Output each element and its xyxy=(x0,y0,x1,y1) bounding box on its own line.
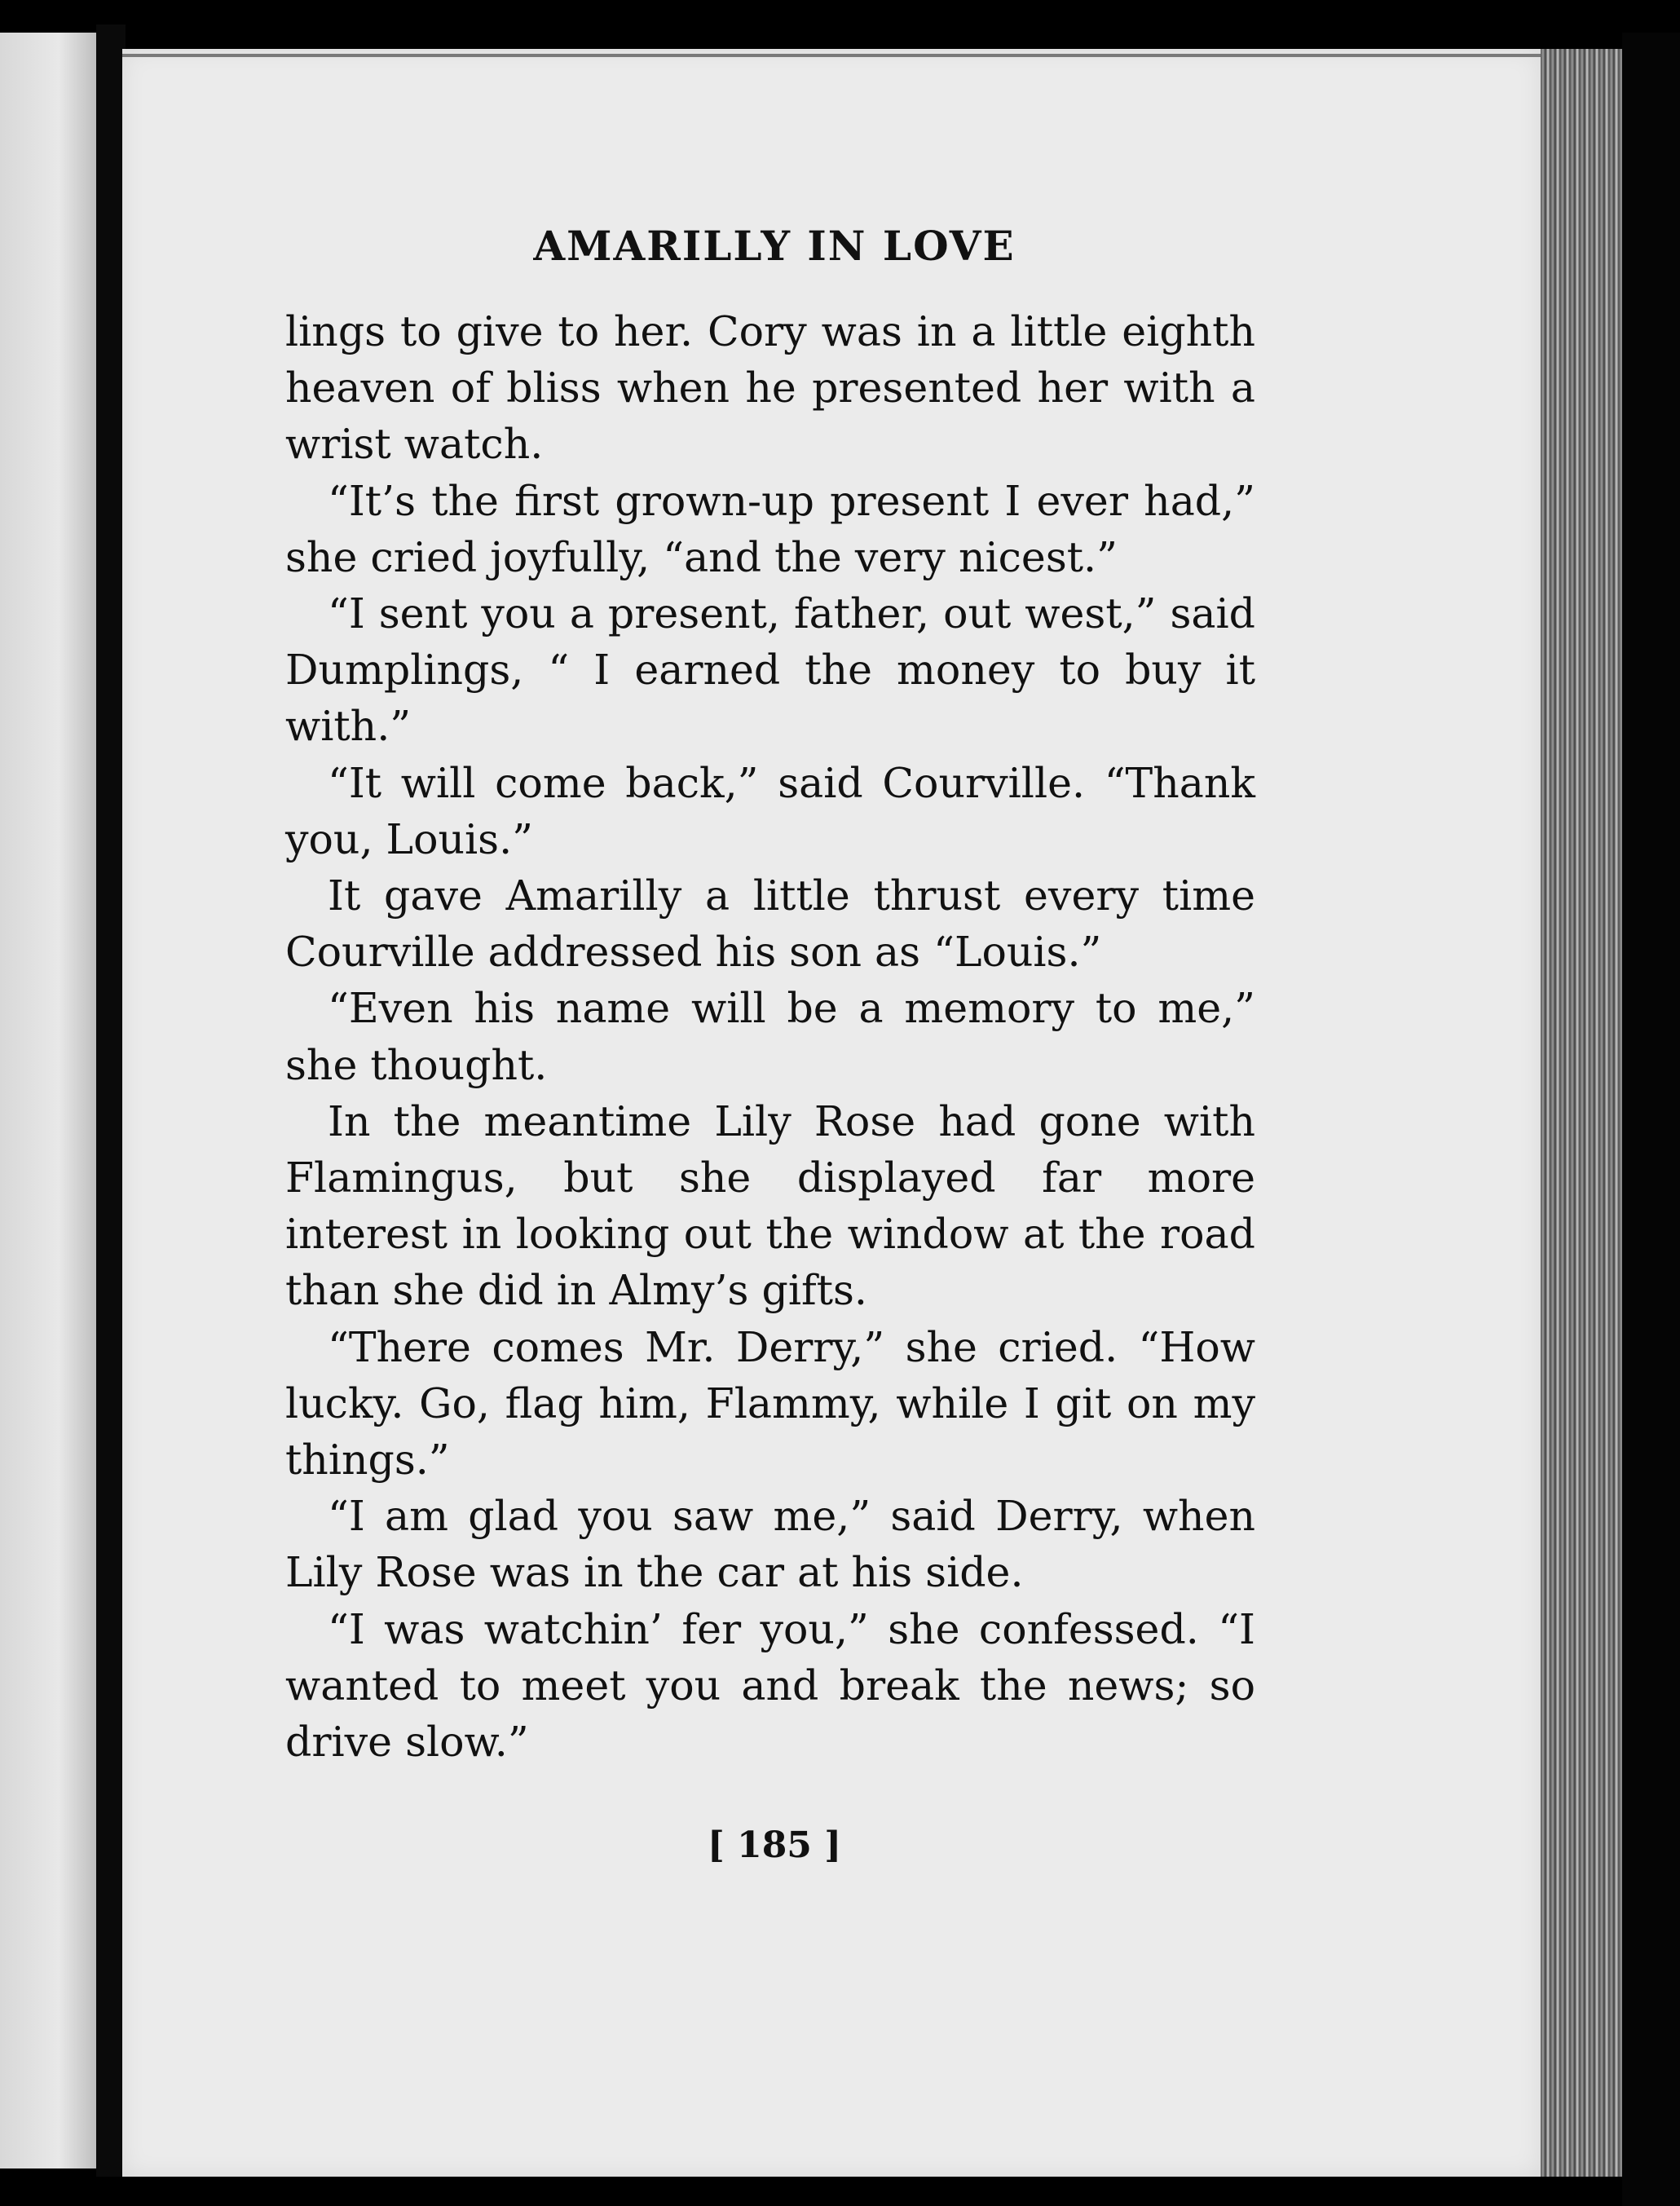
body-text xyxy=(285,303,1255,1770)
page-number: [ 185 ] xyxy=(707,1824,842,1866)
page-stack-edge xyxy=(1541,49,1622,2177)
paragraph: “There comes Mr. Derry,” she cried. “How lucky. Go, flag him, Flammy, while I git on my things.” xyxy=(285,1322,1255,1485)
paragraph: “Even his name will be a memory to me,” she thought. xyxy=(285,984,1255,1089)
paragraph: “It will come back,” said Courville. “Thank you, Louis.” xyxy=(285,758,1255,863)
paragraph-continuation: lings to give to her. Cory was in a little eighth heaven of bliss when he presented her with a wrist watch. xyxy=(285,307,1255,469)
scan-border xyxy=(1622,33,1680,2206)
running-head: AMARILLY IN LOVE xyxy=(533,222,1016,270)
paragraph: “I was watchin’ fer you,” she confessed. “I wanted to meet you and break the news; so drive slow.” xyxy=(285,1604,1255,1767)
paragraph: It gave Amarilly a little thrust every time Courville addressed his son as “Louis.” xyxy=(285,871,1255,977)
paragraph: “I sent you a present, father, out west,” said Dumplings, “ I earned the money to buy it with.” xyxy=(285,589,1255,751)
page-top-edge xyxy=(122,54,1541,57)
paragraph: In the meantime Lily Rose had gone with Flamingus, but she displayed far more interest in looking out the window at the road than she did in Almy’s gifts. xyxy=(285,1096,1255,1315)
paragraph: “I am glad you saw me,” said Derry, when Lily Rose was in the car at his side. xyxy=(285,1492,1255,1597)
paragraph: “It’s the first grown-up present I ever had,” she cried joyfully, “and the very nicest.” xyxy=(285,476,1255,581)
